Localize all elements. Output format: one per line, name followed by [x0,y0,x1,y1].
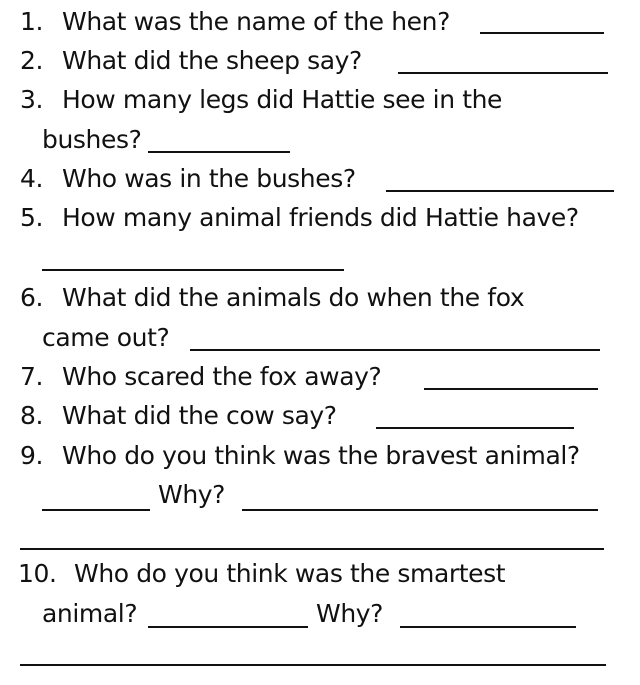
question-text: Who scared the fox away? [62,362,382,391]
answer-blank[interactable] [42,269,344,271]
answer-blank[interactable] [20,548,604,550]
question-text: How many animal friends did Hattie have? [62,203,579,232]
answer-blank[interactable] [376,427,574,429]
question-text-continuation: animal? [42,599,138,628]
answer-blank[interactable] [20,664,606,666]
question-text: What was the name of the hen? [62,7,450,36]
question-text: Who do you think was the smartest [74,559,506,588]
question-text-continuation: came out? [42,323,170,352]
answer-blank[interactable] [148,151,290,153]
answer-blank[interactable] [398,72,608,74]
question-text: Who was in the bushes? [62,164,356,193]
question-number: 2. [20,46,44,75]
question-number: 8. [20,401,44,430]
answer-blank[interactable] [480,32,604,34]
question-number: 5. [20,203,44,232]
question-number: 3. [20,85,44,114]
question-number: 7. [20,362,44,391]
question-number: 9. [20,441,44,470]
question-text: What did the cow say? [62,401,337,430]
question-number: 4. [20,164,44,193]
question-text: What did the sheep say? [62,46,362,75]
why-label: Why? [158,480,226,509]
why-label: Why? [316,599,384,628]
question-text: What did the animals do when the fox [62,283,525,312]
answer-blank[interactable] [400,626,576,628]
answer-blank[interactable] [386,190,614,192]
question-text: Who do you think was the bravest animal? [62,441,580,470]
answer-blank[interactable] [42,509,150,511]
answer-blank[interactable] [242,509,598,511]
answer-blank[interactable] [190,349,600,351]
answer-blank[interactable] [148,626,308,628]
answer-blank[interactable] [424,388,598,390]
question-number: 6. [20,283,44,312]
question-number: 10. [18,559,57,588]
question-number: 1. [20,7,44,36]
question-text: How many legs did Hattie see in the [62,85,503,114]
question-text-continuation: bushes? [42,125,142,154]
